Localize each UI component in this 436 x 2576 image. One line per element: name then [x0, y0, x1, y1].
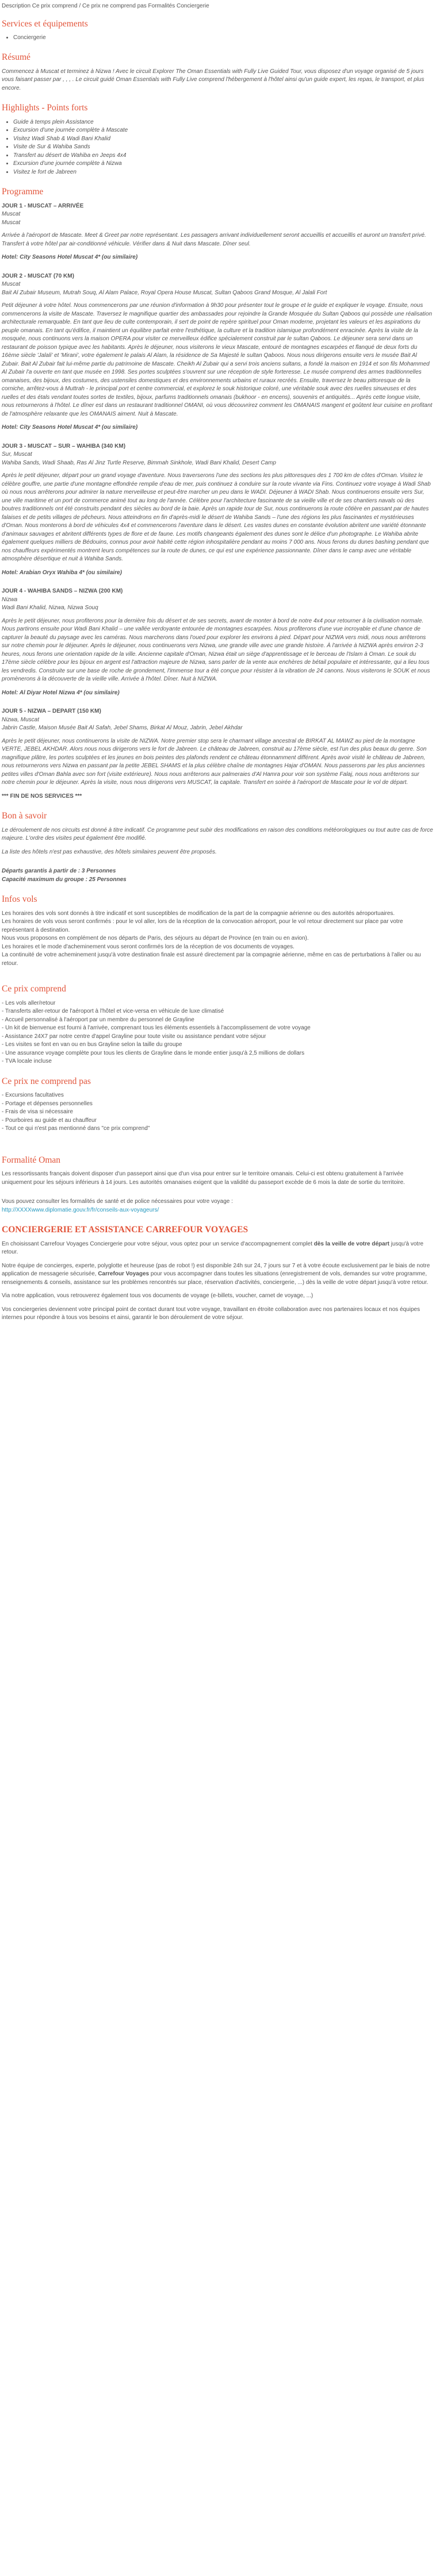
day-hotel: Hotel: City Seasons Hotel Muscat 4* (ou similaire) [2, 424, 138, 431]
list-item: - Assistance 24X7 par notre centre d'appel Grayline pour toute visite ou assistance pendant votre séjour [2, 1033, 266, 1040]
day-2 [2, 272, 433, 432]
list-item: • Excursion d'une journée complète à Mascate [13, 126, 433, 135]
paragraph: La continuité de votre acheminement jusqu'à votre destination finale est assuré directement par la compagnie aérienne, même en cas de perturbations à l'aller ou au retour. [2, 952, 421, 967]
day-description: Petit déjeuner à votre hôtel. Nous commencerons par une réunion d'information à 9h30 pour présenter tout le groupe et le guide et expliquer le voyage. Ensuite, nous commencerons la visite de Mascate. Traversez le magnifique quartier des ambassades pour rejoindre la Grande Mosquée du Sultan Qaboos qui possède une réalisation architecturale remarquable. En tant que lieu de culte contemporain, il sert de point de repère spirituel pour Oman moderne, projetant les valeurs et les aspirations du peuple omanais. En tant qu'édifice, il maintient un équilibre parfait entre l'esthétique, la culture et la tradition islamique profondément enracinée. Après la visite de la mosquée, nous continuons vers la maison OPERA pour visiter ce merveilleux édifice spécialement construit par le sultan Qaboos. Le déjeuner sera servi dans un restaurant de poisson typique avec les habitants. Après le déjeuner, nous visiterons le vieux Mascate, entouré de montagnes escarpées et flanqué de deux forts du 16ème siècle 'Jalali' et 'Mirani', votre également le palais Al Alam, la résidence de Sa Majesté le sultan Qaboos. Nous nous dirigerons ensuite vers le musée Bait Al Zubair. Bait Al Zubair fait lui-même partie du patrimoine de Mascate. Cheikh Al Zubair qui a servi trois anciens sultans, a fondé la maison en 1914 et son fils Mohammed Al Zubair l'a ouverte en tant que musée en 1998. Ses portes sculptées s'ouvrent sur une réception de style forteresse. Le musée comprend des armes traditionnelles omanaises, des bijoux, des costumes, des ustensiles domestiques et des environnements urbains et ruraux recréés. Ensuite, traversez le beau pittoresque de la corniche, arrêtez-vous à Muttrah - le principal port et centre commercial, et explorez le souk historique coloré, une véritable souk avec des ruelles sinueuses et des ruelles et des étals vendant toutes sortes de textiles, bijoux, parfums traditionnels omanais (bukhoor - en encens), souvenirs et antiquités... Après cette longue visite, nous retournerons à l'hôtel. Le dîner est dans un restaurant traditionnel OMANI, où vous découvrirez comment les OMANAIS mangent et goûtent leur cuisine en profitant de l'atmosphère relaxante que les OMANAIS aiment. Nuit à Mascate. [2, 302, 433, 417]
end-of-services: *** FIN DE NOS SERVICES *** [2, 793, 82, 799]
day-places: Bait Al Zubair Museum, Mutrah Souq, Al Alam Palace, Royal Opera House Muscat, Sultan Qaboos Grand Mosque, Al Jalali Fort [2, 289, 327, 296]
formalite-link-prefix: Vous pouvez consulter les formalités de santé et de police nécessaires pour votre voyage : [2, 1198, 233, 1205]
day-places: Wahiba Sands, Wadi Shaab, Ras Al Jinz Turtle Reserve, Bimmah Sinkhole, Wadi Bani Khalid, Desert Camp [2, 459, 276, 466]
infos-vols-section [2, 893, 433, 968]
list-item: - Frais de visa si nécessaire [2, 1109, 73, 1116]
list-item: • Visitez Wadi Shab & Wadi Bani Khalid [13, 135, 433, 144]
min-departures: Départs garantis à partir de : 3 Personnes [2, 868, 116, 875]
day-places: Wadi Bani Khalid, Nizwa, Nizwa Souq [2, 605, 98, 612]
list-item: • Excursion d'une journée complète à Nizwa [13, 160, 433, 168]
services-section [2, 18, 433, 43]
day-description: Après le petit déjeuner, nous profiterons pour la dernière fois du désert et de ses secrets, avant de monter à bord de notre 4x4 pour retourner à la civilisation normale. Nous partirons ensuite pour Wadi Bani Khalid – une vallée verdoyante entourée de montagnes escarpées. Nous profiterons d'une vue incroyable et d'une chance de capturer la beauté du paysage avec les caméras. Nous marcherons dans l'oued pour explorer les environs à pied. Départ pour NIZWA vers midi, nous nous arrêterons sur notre chemin pour le déjeuner. Après le déjeuner, nous continuerons vers Nizwa, une grande ville avec une grande histoire. À l'arrivée à NIZWA après environ 2-3 heures, nous ferons une orientation rapide de la ville. Ancienne capitale d'Oman, Nizwa était un siège d'apprentissage et le berceau de l'Islam à Oman. Le souk du 17ème siècle célèbre pour les bijoux en argent est l'attraction majeure de Nizwa, sans parler de la vente aux enchères de bétail populaire et intéressante, qui a lieu tous les vendredis. Construite sur une base de roche de grondement, l'immense tour a été conçue pour résister à la vibration de 24 canons. Nous visiterons le SOUK et nous promènerons à la découverte de la vieille ville. Arrivée à l'hôtel. Dîner. Nuit à NIZWA. [2, 617, 430, 683]
day-places: Jabrin Castle, Maison Musée Bait Al Safah, Jebel Shams, Birkat Al Mouz, Jabrin, Jebel Akhdar [2, 725, 243, 732]
day-location: Nizwa, Muscat [2, 716, 40, 723]
bon-a-savoir-text: Le déroulement de nos circuits est donné à titre indicatif. Ce programme peut subir des modifications en raison des conditions météorologiques ou tout autre cas de force majeure. L'ordre des visites peut également être modifié. [2, 826, 433, 842]
prix-comprend-list [2, 999, 433, 1066]
day-location: Muscat [2, 281, 21, 288]
day-hotel: Hotel: Al Diyar Hotel Nizwa 4* (ou similaire) [2, 689, 120, 696]
day-3 [2, 443, 433, 578]
day-location: Nizwa [2, 596, 18, 603]
prix-ne-comprend-section [2, 1075, 433, 1133]
conciergerie-intro [2, 1240, 433, 1257]
paragraph: Les horaires de vols vous seront confirmés : pour le vol aller, lors de la réception de la convocation aéroport, pour le vol retour directement sur place par votre représentant à destination. [2, 918, 403, 933]
text-run-bold: Carrefour Voyages [98, 1271, 150, 1278]
list-item: - Portage et dépenses personnelles [2, 1100, 93, 1107]
bon-a-savoir-section [2, 810, 433, 884]
list-item: • Guide à temps plein Assistance [13, 118, 433, 127]
list-item: - Accueil personnalisé à l'aéroport par un membre du personnel de Grayline [2, 1016, 194, 1023]
day-title: JOUR 1 - MUSCAT – ARRIVÉE [2, 202, 84, 209]
prix-comprend-section [2, 983, 433, 1066]
paragraph: Nous vous proposons en complément de nos départs de Paris, des séjours au départ de Province (en train ou en avion). [2, 935, 309, 942]
text-run-bold: dès la veille de votre départ [313, 1240, 389, 1247]
infos-vols-text [2, 910, 433, 968]
day-description: Arrivée à l'aéroport de Mascate. Meet & Greet par notre représentant. Les passagers arrivant individuellement seront accueillis et accueillis et auront un transfert privé. Transfert à votre hôtel par air-conditionné véhicule. Vérifier dans & Nuit dans Mascate. Dîner seul. [2, 232, 426, 247]
resume-text: Commencez à Muscat et terminez à Nizwa ! Avec le circuit Explorer The Oman Essentials with Fully Live Guided Tour, vous disposez d'un voyage organisé de 5 jours vous faisant passer par , , , . Le circuit guidé Oman Essentials with Fully Live comprend l'hébergement à l'hôtel ainsi qu'un guide expert, les repas, le transport, et plus encore. [2, 68, 424, 91]
resume-title: Résumé [2, 52, 30, 63]
list-item: - Tout ce qui n'est pas mentionné dans "ce prix comprend" [2, 1125, 150, 1132]
list-item: - TVA locale incluse [2, 1058, 52, 1065]
day-title: JOUR 5 - NIZWA – DEPART (150 KM) [2, 708, 101, 715]
programme-section [2, 186, 433, 801]
top-tab-strip[interactable]: Description Ce prix comprend / Ce prix ne comprend pas Formalités Conciergerie [2, 3, 209, 9]
paragraph: Les horaires et le mode d'acheminement vous seront confirmés lors de la réception de vos documents de voyages. [2, 943, 295, 950]
text-run: En choisissant Carrefour Voyages Conciergerie pour votre séjour, vous optez pour un service d'accompagnement complet [2, 1240, 314, 1247]
list-item: - Les visites se font en van ou en bus Grayline selon la taille du groupe [2, 1041, 182, 1048]
text-run: pour vous accompagner dans toutes les situations (enregistrement de vols, demandes sur votre programme, renseignements & conseils, assistance sur les problèmes rencontrés sur place, réservation d'activités, conciergerie, ...) dès la veille de votre départ jusqu'à votre retour. [2, 1271, 429, 1286]
highlights-list [2, 118, 433, 177]
resume-section [2, 51, 433, 93]
list-item: • Visitez le fort de Jabreen [13, 168, 433, 177]
diplomatie-link[interactable]: http://XXXXwww.diplomatie.gouv.fr/fr/conseils-aux-voyageurs/ [2, 1206, 159, 1213]
list-item: - Une assurance voyage complète pour tous les clients de Grayline dans le monde entier jusqu'à 2,5 millions de dollars [2, 1049, 305, 1056]
list-item: • Transfert au désert de Wahiba en Jeeps 4x4 [13, 152, 433, 160]
day-title: JOUR 2 - MUSCAT (70 KM) [2, 272, 74, 279]
day-5 [2, 708, 433, 787]
day-location: Sur, Muscat [2, 451, 32, 458]
formalite-section [2, 1154, 433, 1214]
highlights-title: Highlights - Points forts [2, 103, 88, 113]
services-title: Services et équipements [2, 18, 88, 29]
conciergerie-app: Via notre application, vous retrouverez également tous vos documents de voyage (e-billets, voucher, carnet de voyage, ...) [2, 1293, 313, 1299]
conciergerie-section [2, 1224, 433, 1322]
day-location: Muscat [2, 211, 21, 218]
conciergerie-contact: Vos conciergeries deviennent votre principal point de contact durant tout votre voyage, travaillant en étroite collaboration avec nos partenaires locaux et nos équipes internes pour répondre à tous vos besoins et ainsi, garantir le bon déroulement de votre séjour. [2, 1306, 420, 1321]
day-hotel: Hotel: City Seasons Hotel Muscat 4* (ou similaire) [2, 254, 138, 261]
max-capacity: Capacité maximum du groupe : 25 Personnes [2, 876, 127, 883]
conciergerie-team [2, 1262, 433, 1287]
infos-vols-title: Infos vols [2, 894, 37, 905]
services-list [2, 34, 433, 43]
list-item: - Pourboires au guide et au chauffeur [2, 1117, 97, 1124]
paragraph: Les horaires des vols sont donnés à titre indicatif et sont susceptibles de modification de la part de la compagnie aérienne ou des autorités aéroportuaires. [2, 910, 395, 917]
day-4 [2, 587, 433, 697]
prix-ne-comprend-title: Ce prix ne comprend pas [2, 1076, 91, 1086]
list-item: • Visite de Sur & Wahiba Sands [13, 143, 433, 152]
day-description: Après le petit déjeuner, départ pour un grand voyage d'aventure. Nous traverserons l'une des sections les plus pittoresques des 1 700 km de côtes d'Oman. Visitez le célèbre gouffre, une partie d'une montagne effondrée remplie d'eau de mer, puis continuez à conduire sur la route vivante via Fins. Continuez votre voyage à Wadi Shab où nous nous arrêterons pour admirer la nature merveilleuse et peut-être marcher un peu dans le WADI. Déjeuner à WADI Shab. Nous continuerons ensuite vers Sur, une ville maritime et un port de commerce animé tout au long de l'année. Célèbre pour l'architecture fascinante de sa vieille ville et de ses chantiers navals où des boutres traditionnels ont été construits pendant des siècles au bord de la baie. Après un rapide tour de Sur, nous continuerons la route côtière en passant par de hautes falaises et de petits villages de pêcheurs. Nous atteindrons en fin d'après-midi le désert de Wahiba Sands – l'une des régions les plus fascinantes et mystérieuses d'Oman. Nous monterons à bord de véhicules 4x4 et commencerons l'aventure dans le désert. Les vastes dunes en constante évolution abritent une variété étonnante d'animaux sauvages et abritent différents types de flore et de faune. Les motifs changeants également des dunes sont le délice d'un photographe. Le Wahiba abrite également quelques milliers de Bédouins, connus pour avoir habité cette région inhospitalière pendant au moins 7 000 ans. Nous ferons du dunes bashing pendant que nos chauffeurs expérimentés montrent leurs compétences sur la route de dunes, ce qui est une expérience passionnante. Dîner dans le camp avec une véritable atmosphère désertique et nuit à Wahiba Sands. [2, 472, 431, 563]
day-hotel: Hotel: Arabian Oryx Wahiba 4* (ou similaire) [2, 569, 122, 576]
prix-comprend-title: Ce prix comprend [2, 984, 66, 994]
formalite-text: Les ressortissants français doivent disposer d'un passeport ainsi que d'un visa pour entrer sur le territoire omanais. Celui-ci est obtenu gratuitement à l'arrivée uniquement pour les séjours inférieurs à 14 jours. Les autorités omanaises exigent que la validité du passeport excède de 6 mois la date de sortie du territoire. [2, 1171, 405, 1186]
list-item: - Les vols aller/retour [2, 999, 56, 1006]
text-run: jusqu'à votre retour. [2, 1240, 424, 1256]
formalite-title: Formalité Oman [2, 1155, 61, 1165]
programme-title: Programme [2, 187, 44, 197]
day-description: Après le petit déjeuner, nous continuerons la visite de NIZWA. Notre premier stop sera le charmant village ancestral de BIRKAT AL MAWZ au pied de la montagne VERTE, JEBEL AKHDAR. Alors nous nous dirigerons vers le fort de Jabreen. Le château de Jabreen, construit au 17ème siècle, est l'un des plus beaux du genre. Son magnifique plâtre, les portes sculptées et les jeunes en bois peintes des plafonds rendent ce château étonnamment différent. Après avoir visité le château de Jabreen, nous retournerons vers Nizwa en passant par la petite JEBEL SHAMS et la plus célèbre chaîne de montagnes Hajar d'OMAN. Nous passerons par les plus anciennes petites villes d'Oman Bahla avec son fort (visite extérieure). Nous nous arrêterons aux palmeraies d'Al Hamra pour voir son système Falaj, nous nous arrêterons sur notre chemin pour le déjeuner. Après la visite, nous nous dirigerons vers MUSCAT, la capitale. Transfert en soirée à l'aéroport de Mascate pour le vol de départ. [2, 737, 427, 786]
prix-ne-comprend-list [2, 1091, 433, 1133]
list-item: - Excursions facultatives [2, 1092, 64, 1099]
day-title: JOUR 3 - MUSCAT – SUR – WAHIBA (340 KM) [2, 443, 126, 449]
list-item: - Transferts aller-retour de l'aéroport à l'hôtel et vice-versa en véhicule de luxe climatisé [2, 1008, 224, 1015]
day-title: JOUR 4 - WAHIBA SANDS – NIZWA (200 KM) [2, 588, 123, 595]
bon-a-savoir-title: Bon à savoir [2, 811, 47, 821]
text-run: Notre équipe de concierges, experte, polyglotte et heureuse (pas de robot !) est disponible 24h sur 24, 7 jours sur 7 et à votre écoute exclusivement par le biais de notre application de messagerie sécurisée, [2, 1262, 430, 1278]
hotel-list-note: La liste des hôtels n'est pas exhaustive, des hôtels similaires peuvent être proposés. [2, 848, 217, 855]
list-item: • Conciergerie [13, 34, 433, 43]
conciergerie-title: CONCIERGERIE ET ASSISTANCE CARREFOUR VOYAGES [2, 1225, 248, 1235]
day-places: Muscat [2, 219, 21, 226]
day-1 [2, 202, 433, 262]
highlights-section [2, 102, 433, 176]
list-item: - Un kit de bienvenue est fourni à l'arrivée, comprenant tous les éléments essentiels à l'accomplissement de votre voyage [2, 1025, 311, 1032]
